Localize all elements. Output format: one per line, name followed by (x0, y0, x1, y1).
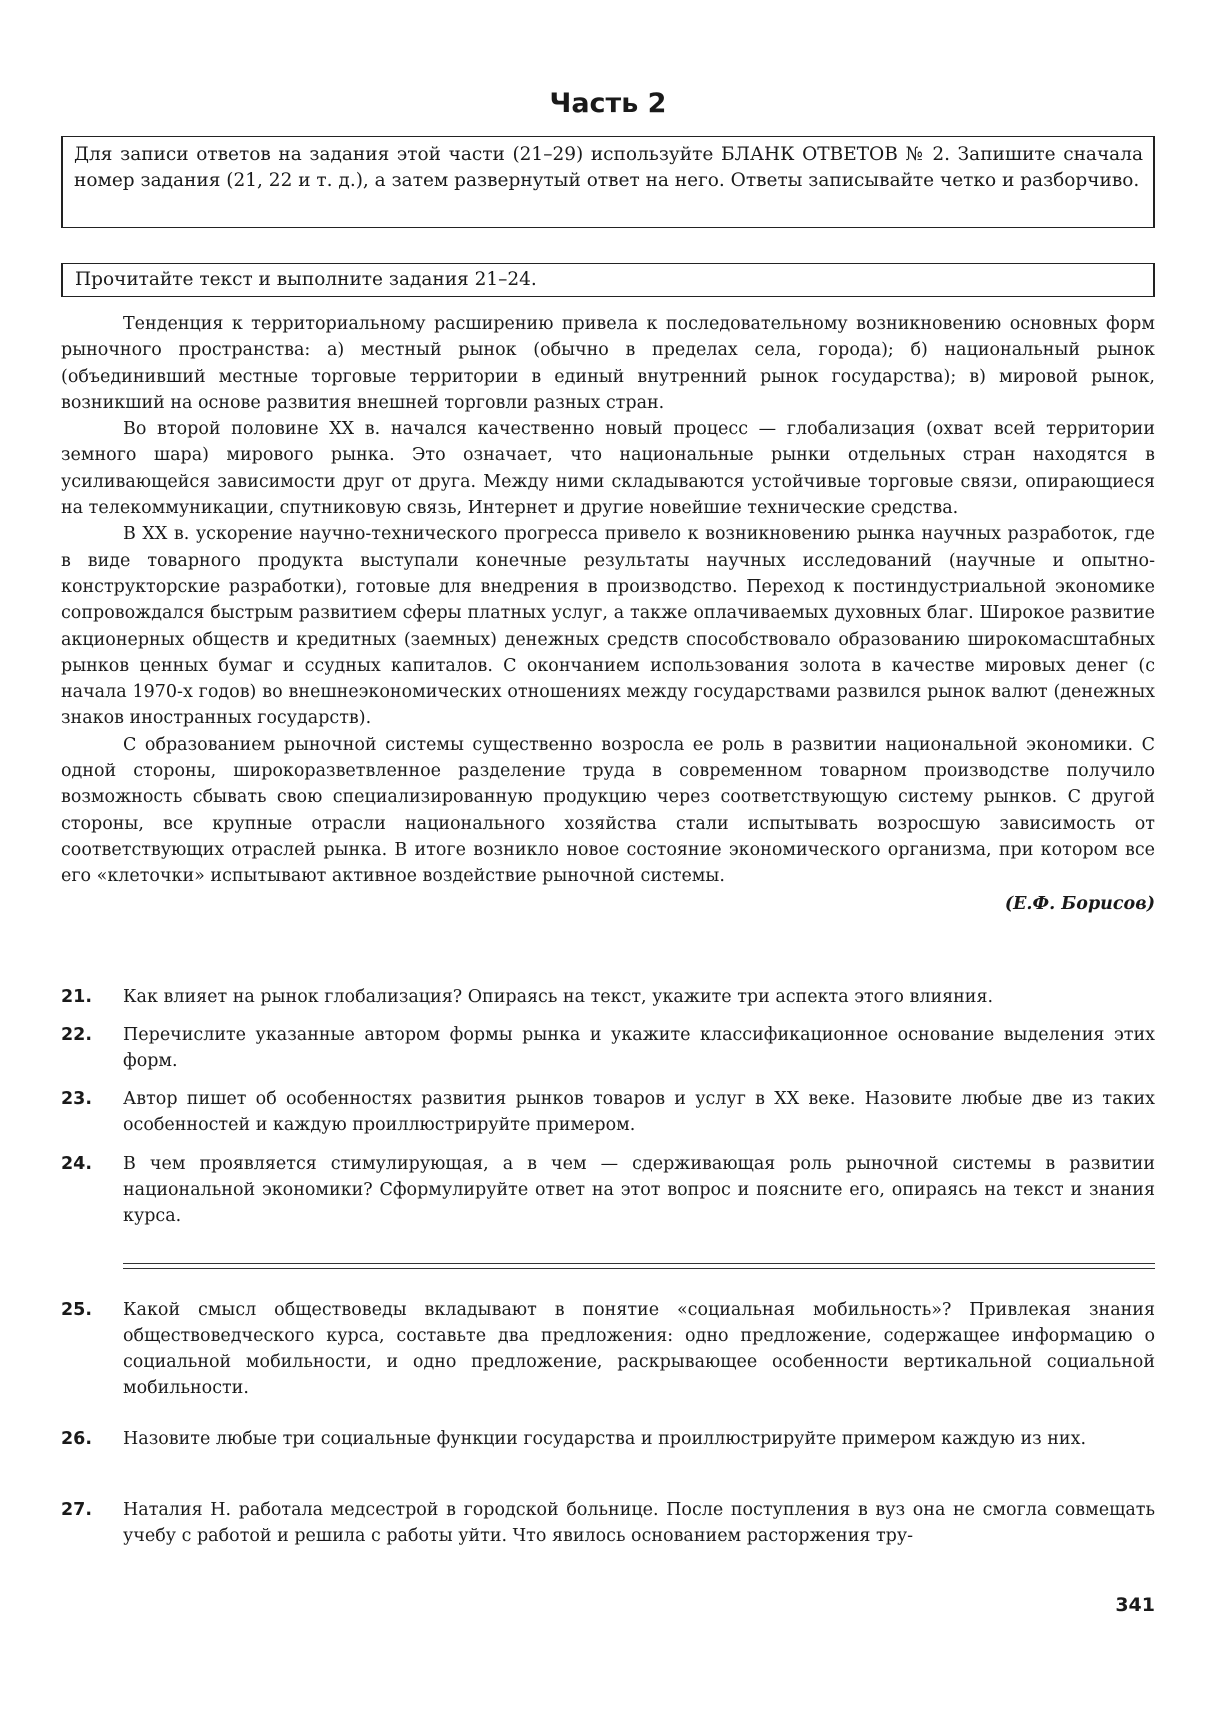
question-number: 25. (61, 1300, 93, 1320)
question-text: В чем проявляется стимулирующая, а в чем — сдерживающая роль рыночной системы в развитии национальной экономики? Сформулируйте ответ на этот вопрос и поясните его, опираясь на текст и знания курса. (123, 1154, 1155, 1226)
question-23 (61, 1086, 1155, 1138)
instructions-box: Для записи ответов на задания этой части (21–29) используйте БЛАНК ОТВЕТОВ № 2. Запишите сначала номер задания (21, 22 и т. д.), а затем развернутый ответ на него. Ответы записывайте четко и разборчиво. (61, 136, 1155, 228)
question-text: Назовите любые три социальные функции государства и проиллюстрируйте примером каждую из них. (123, 1429, 1087, 1449)
question-text: Автор пишет об особенностях развития рынков товаров и услуг в XX веке. Назовите любые две из таких особенностей и каждую проиллюстрируйте примером. (123, 1089, 1155, 1135)
question-number: 23. (61, 1089, 93, 1109)
reading-text (61, 311, 1155, 917)
question-22 (61, 1022, 1155, 1074)
text-paragraph: Во второй половине XX в. начался качественно новый процесс — глобализация (охват всей территории земного шара) мирового рынка. Это означает, что национальные рынки отдельных стран находятся в усиливающейся зависимости друг от друга. Между ними складываются устойчивые торговые связи, опирающиеся на телекоммуникации, спутниковую связь, Интернет и другие новейшие технические средства. (61, 419, 1155, 519)
text-paragraph: В XX в. ускорение научно-технического прогресса привело к возникновению рынка научных разработок, где в виде товарного продукта выступали конечные результаты научных исследований (научные и опытно-конструкторские разработки), готовые для внедрения в производство. Переход к постиндустриальной экономике сопровождался быстрым развитием сферы платных услуг, а также оплачиваемых духовных благ. Широкое развитие акционерных обществ и кредитных (заемных) денежных средств способствовало образованию широкомасштабных рынков ценных бумаг и ссудных капиталов. С окончанием использования золота в качестве мировых денег (с начала 1970-х годов) во внешнеэкономических отношениях между государствами развился рынок валют (денежных знаков иностранных государств). (61, 524, 1155, 729)
question-21 (61, 984, 1155, 1010)
question-number: 24. (61, 1154, 93, 1174)
question-number: 27. (61, 1500, 93, 1520)
question-24 (61, 1151, 1155, 1229)
section-separator (123, 1263, 1155, 1269)
question-text: Какой смысл обществоведы вкладывают в понятие «социальная мобильность»? Привлекая знания обществоведческого курса, составьте два предложения: одно предложение, содержащее информацию о социальной мобильности, и одно предложение, раскрывающее особенности вертикальной социальной мобильности. (123, 1300, 1155, 1398)
question-number: 22. (61, 1025, 93, 1045)
question-text: Как влияет на рынок глобализация? Опираясь на текст, укажите три аспекта этого влияния. (123, 987, 994, 1007)
question-25 (61, 1297, 1155, 1401)
text-paragraph: Тенденция к территориальному расширению привела к последовательному возникновению основных форм рыночного пространства: а) местный рынок (обычно в пределах села, города); б) национальный рынок (объединивший местные торговые территории в единый внутренний рынок государства); в) мировой рынок, возникший на основе развития внешней торговли разных стран. (61, 314, 1155, 413)
page-number: 341 (1115, 1594, 1155, 1616)
question-27 (61, 1497, 1155, 1549)
part-title: Часть 2 (549, 88, 667, 119)
text-author: (Е.Ф. Борисов) (1004, 893, 1155, 914)
reading-prompt-box: Прочитайте текст и выполните задания 21–24. (61, 263, 1155, 297)
question-26 (61, 1426, 1155, 1452)
question-number: 26. (61, 1429, 93, 1449)
question-number: 21. (61, 987, 93, 1007)
question-text: Перечислите указанные автором формы рынка и укажите классификационное основание выделения этих форм. (123, 1025, 1155, 1071)
text-paragraph: С образованием рыночной системы существенно возросла ее роль в развитии национальной экономики. С одной стороны, широкоразветвленное разделение труда в современном товарном производстве получило возможность сбывать свою специализированную продукцию через соответствующую систему рынков. С другой стороны, все крупные отрасли национального хозяйства стали испытывать возросшую зависимость от соответствующих отраслей рынка. В итоге возникло новое состояние экономического организма, при котором все его «клеточки» испытывают активное воздействие рыночной системы. (61, 734, 1155, 887)
question-text: Наталия Н. работала медсестрой в городской больнице. После поступления в вуз она не смогла совмещать учебу с работой и решила с работы уйти. Что явилось основанием расторжения тру- (123, 1500, 1155, 1546)
